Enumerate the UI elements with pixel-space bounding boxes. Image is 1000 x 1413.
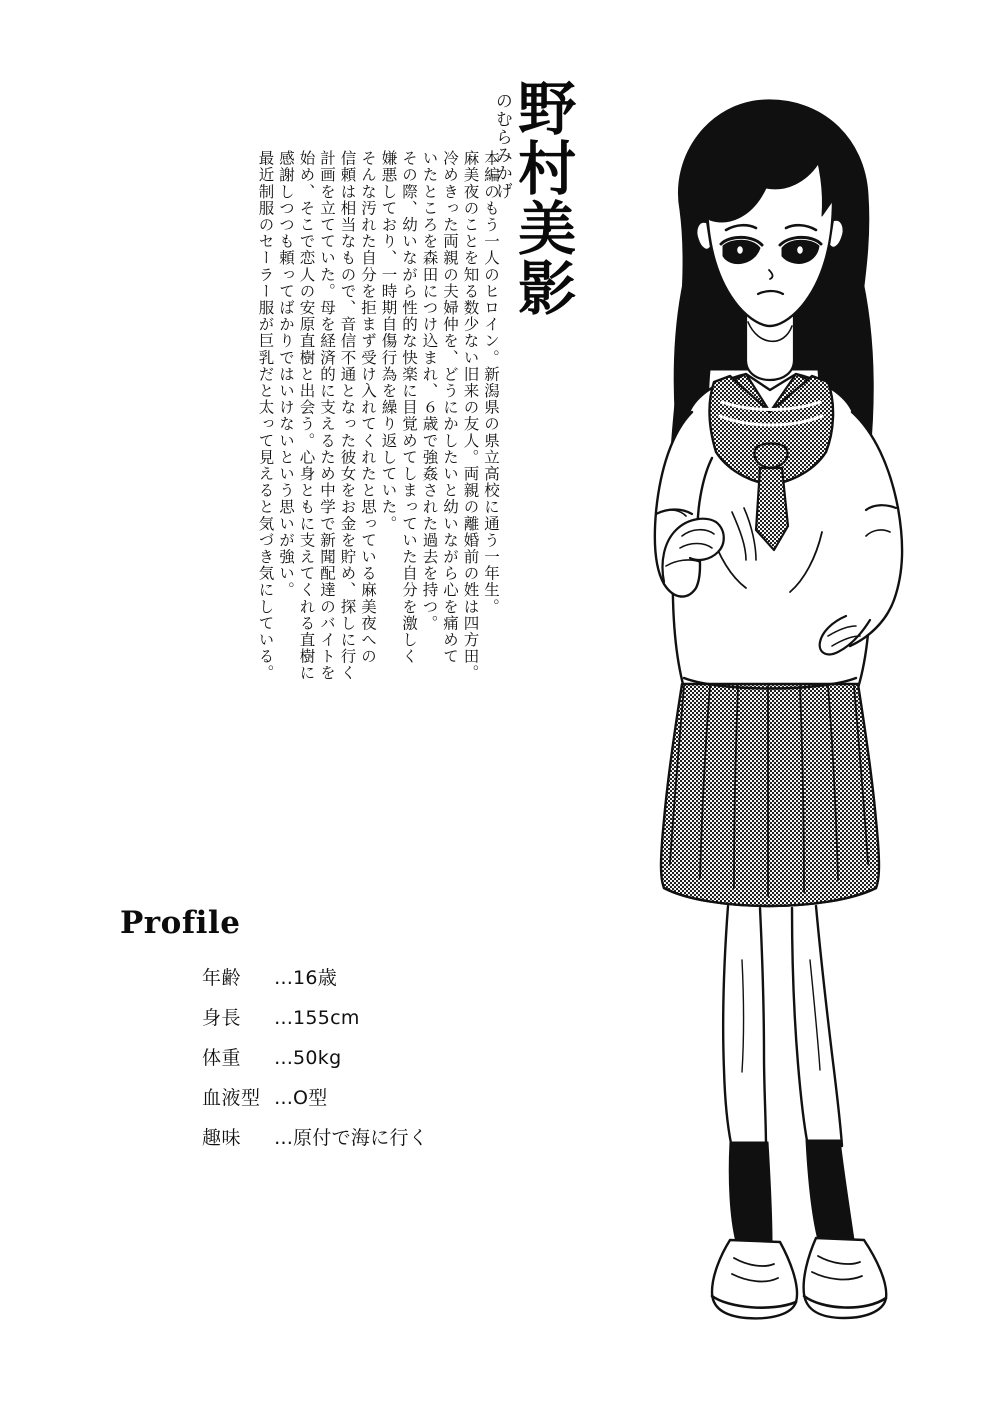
profile-separator: … xyxy=(274,1007,292,1029)
profile-separator: … xyxy=(274,1127,292,1149)
profile-value: 50kg xyxy=(293,1047,342,1069)
profile-title: Profile xyxy=(120,905,241,941)
profile-row xyxy=(202,1083,500,1110)
profile-value: O型 xyxy=(293,1087,328,1109)
bio-line: 嫌悪しており、一時期自傷行為を繰り返していた。 xyxy=(379,150,398,532)
bio-line: 麻美夜のことを知る数少ない旧来の友人。両親の離婚前の姓は四方田。 xyxy=(461,150,480,682)
bio-line: 計画を立てていた。母を経済的に支えるため中学で新聞配達のバイトを xyxy=(318,150,336,682)
character-bio xyxy=(78,150,498,870)
profile-value: 16歳 xyxy=(293,967,338,989)
profile-section xyxy=(120,905,500,1163)
profile-value: 原付で海に行く xyxy=(293,1127,429,1149)
profile-label: 年齢 xyxy=(202,967,242,989)
profile-row xyxy=(202,1043,500,1070)
profile-separator: … xyxy=(274,1047,292,1069)
bio-line: 最近制服のセーラー服が巨乳だと太って見えると気づき気にしている。 xyxy=(256,150,275,682)
bio-line: いたところを森田につけ込まれ、６歳で強姦された過去を持つ。 xyxy=(420,150,439,632)
profile-row xyxy=(202,1123,500,1150)
character-name-ruby: のむらみかげ xyxy=(491,92,512,200)
bio-line: 冷めきった両親の夫婦仲を、どうにかしたいと幼いながら心を痛めて xyxy=(441,150,459,665)
profile-list xyxy=(202,963,500,1150)
character-name: 野村美影 xyxy=(508,78,577,318)
bio-line: 始め、そこで恋人の安原直樹と出会う。心身ともに支えてくれる直樹に xyxy=(297,150,316,682)
profile-separator: … xyxy=(274,1087,292,1109)
bio-line: 信頼は相当なもので、音信不通となった彼女をお金を貯め、探しに行く xyxy=(338,150,357,682)
profile-value: 155cm xyxy=(293,1007,360,1029)
profile-row xyxy=(202,963,500,990)
bio-line: 本編のもう一人のヒロイン。新潟県の県立高校に通う一年生。 xyxy=(482,150,500,615)
profile-label: 趣味 xyxy=(202,1127,242,1149)
profile-separator: … xyxy=(274,967,292,989)
bio-line: 感謝しつつも頼ってばかりではいけないという思いが強い。 xyxy=(277,150,295,599)
character-illustration xyxy=(560,60,980,1340)
profile-label: 身長 xyxy=(202,1007,242,1029)
profile-label: 体重 xyxy=(202,1047,242,1069)
profile-label: 血液型 xyxy=(202,1087,261,1109)
bio-line: そんな汚れた自分を拒まず受け入れてくれたと思っている麻美夜への xyxy=(359,150,377,665)
bio-line: その際、幼いながら性的な快楽に目覚めてしまっていた自分を激しく xyxy=(400,150,418,665)
profile-row xyxy=(202,1003,500,1030)
